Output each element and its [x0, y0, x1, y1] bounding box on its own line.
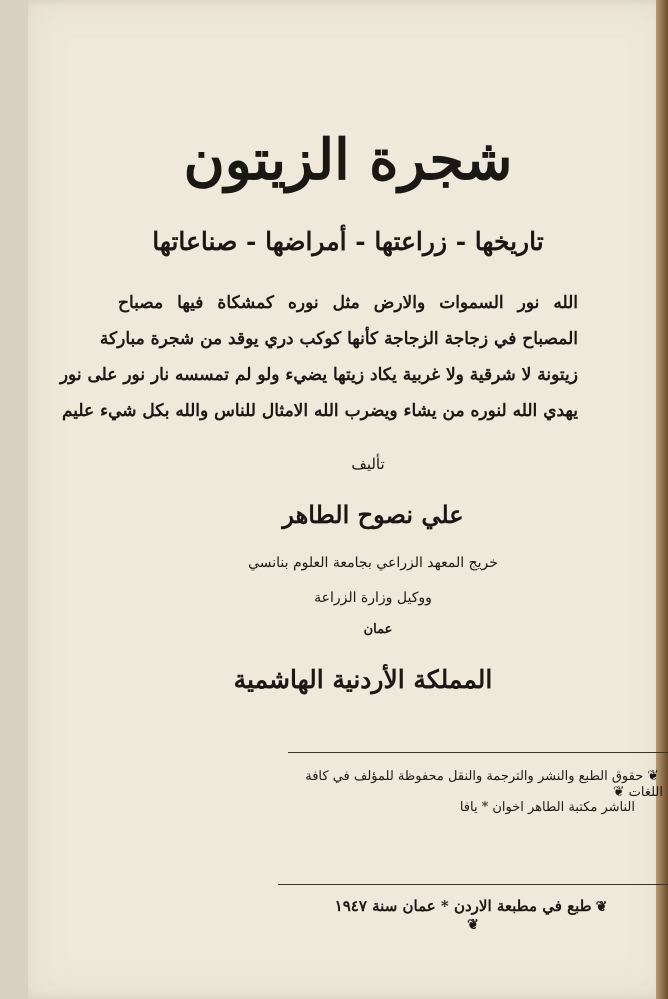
- ornament-icon: ❦: [467, 917, 479, 933]
- divider-top: [288, 752, 668, 753]
- ornament-icon: ❦: [595, 899, 608, 915]
- verse-line: الله نور السموات والارض مثل نوره كمشكاة فيها مصباح: [118, 293, 578, 313]
- title-page: [28, 0, 668, 999]
- divider-bottom: [278, 884, 668, 885]
- quran-verse: [59, 285, 578, 429]
- author-credential-position: ووكيل وزارة الزراعة: [314, 590, 432, 606]
- printer-line: [328, 897, 618, 933]
- ornament-icon: ❦: [647, 768, 659, 784]
- printer-line-text: طبع في مطبعة الاردن * عمان سنة ١٩٤٧: [334, 897, 592, 915]
- verse-line: زيتونة لا شرقية ولا غربية يكاد زيتها يضيء ولو لم تمسسه نار نور على نور: [59, 365, 578, 385]
- kingdom-name: المملكة الأردنية الهاشمية: [233, 665, 493, 694]
- book-title: شجرة الزيتون: [183, 127, 513, 193]
- publisher-notice: الناشر مكتبة الطاهر اخوان * يافا: [459, 800, 635, 815]
- rights-notice-text: حقوق الطبع والنشر والترجمة والنقل محفوظة للمؤلف في كافة اللغات: [305, 769, 663, 800]
- book-subtitle: تاريخها - زراعتها - أمراضها - صناعاتها: [152, 227, 544, 256]
- rights-notice: [283, 768, 663, 800]
- city-name: عمان: [363, 622, 393, 637]
- author-name: علي نصوح الطاهر: [282, 500, 464, 529]
- ornament-icon: ❦: [612, 784, 625, 800]
- verse-line: يهدي الله لنوره من يشاء ويضرب الله الامثال للناس والله بكل شيء عليم: [61, 401, 578, 421]
- author-credential-education: خريج المعهد الزراعي بجامعة العلوم بنانسي: [248, 555, 498, 571]
- verse-line: المصباح في زجاجة الزجاجة كأنها كوكب دري يوقد من شجرة مباركة: [99, 329, 578, 349]
- authorship-label: تأليف: [351, 455, 385, 473]
